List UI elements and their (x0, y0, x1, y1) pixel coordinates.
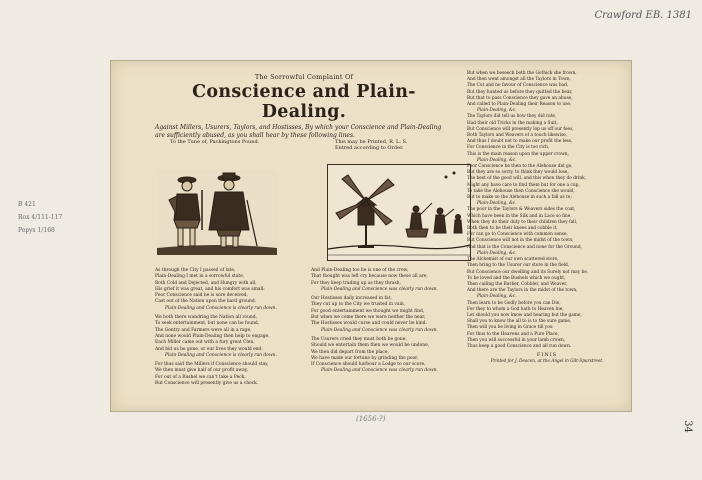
right-column (467, 71, 627, 365)
verse-line: But Conscience will not in the midst of the town, (467, 238, 574, 244)
verse-line: The Usurers cried they must both be gone, (311, 336, 407, 342)
refrain: Plain-Dealing and Conscience was clearly run down. (321, 368, 438, 374)
pencil-date: (1656-?) (356, 415, 386, 423)
verse-line: We then did depart from the place, (311, 349, 389, 355)
verse-line: But Conscience our dwelling and its Surely not may be, (467, 269, 589, 275)
refrain: Plain-Dealing and Conscience was clearly run down. (321, 327, 438, 333)
finis: FINIS (536, 352, 558, 359)
verse-line: For thus said the Millers if Conscience should stay, (155, 362, 269, 368)
verse-column-2 (311, 268, 453, 378)
verse-line: That thought was left cry because now these all are, (311, 274, 428, 280)
verse-line: For out of a Bushel we can't take a Peck, (155, 374, 246, 380)
verse-line: The Gentry and Farmers were all in a rage, (155, 327, 252, 333)
verse-column-1 (155, 268, 297, 390)
verse-line: The poor in the Taylors & Weavers sides the coat, (467, 207, 576, 213)
woodcut-windmill (327, 164, 471, 261)
license-line: Entred according to Order. (335, 145, 404, 151)
title-small: The Sorrowful Complaint Of (254, 73, 354, 81)
broadside-sheet (110, 60, 632, 412)
license-line: This may be Printed, R. L. S. (335, 139, 408, 145)
license-block (335, 139, 407, 151)
verse-line: And Plain-Dealing too he is one of the crew, (311, 268, 409, 273)
verse-line: And then went amongst all the Taylors in Town, (467, 77, 571, 83)
verse-line: His grief it was great, and his comfort was small: (155, 286, 265, 292)
refrain: Plain-Dealing and Conscience was clearly run down. (321, 286, 438, 292)
verse-line: But that to pass Conscience they gave an abuse, (467, 95, 573, 101)
verse-line: Our Hostisses daily increased in fat, (311, 296, 392, 302)
verse-line: Should we entertain them then we would be undone, (311, 343, 430, 349)
verse (311, 268, 453, 293)
verse-line: Plain-Dealing I met in a sorrowful state, (155, 274, 245, 280)
margin-note: B 421 (18, 201, 36, 208)
verse (311, 337, 453, 375)
verse (155, 315, 297, 359)
verse-line: But Conscience will presently give us a check. (155, 381, 259, 387)
verse-line: The Alchemist of our own scattered store, (467, 257, 559, 263)
verse-line: To seek entertainment, but none can be found, (155, 321, 260, 327)
imprint: Printed for J. Deacon, at the Angel in Gilt-Spurstreet. (490, 358, 604, 364)
verse-line: Both then to be their knees and cobble it, (467, 226, 558, 232)
verse-line: Both Cold and Dejected, and Hungry with all, (155, 280, 257, 286)
refrain: Plain-Dealing and Conscience is clearly run down. (165, 352, 277, 358)
verse (155, 268, 297, 312)
woodcut-two-men (157, 170, 277, 255)
verse-line: For can go to Conscience with common sense, (467, 232, 568, 238)
refrain: Plain-Dealing, &c. (477, 108, 517, 114)
verse-line: To take the Alehouse then Conscience she would, (467, 188, 575, 194)
verse-line: Had their old Tricks in the making a Suit, (467, 120, 558, 126)
verse-line: For they keep trading up as they thrash, (311, 280, 401, 286)
verse-line: Each Miller came out with a fury great Clen, (155, 340, 255, 346)
verse-line: Poor Conscience said he is sore deceived, (155, 293, 248, 299)
refrain: Plain-Dealing, &c. (477, 201, 517, 207)
margin-notes (18, 200, 62, 239)
verse-line: Cast out of the Nation upon the hard ground. (155, 299, 257, 305)
verse-line: The Hostisses would curse and could never be kind. (311, 321, 427, 327)
refrain: Plain-Dealing, &c. (477, 157, 517, 163)
verse-line: Might any have care to find them but for one a cup, (467, 182, 580, 188)
verse (155, 362, 297, 387)
verse-line: And that is the Conscience and none for the Ground, (467, 244, 582, 250)
refrain: Plain-Dealing, &c. (477, 294, 517, 300)
verse-line: But they hunted us before they quitted the bear, (467, 89, 573, 95)
verse-line: And bid us be gone, or our lives they would end. (155, 346, 263, 352)
verse-line: Then you will successful in your lamb crown, (467, 337, 566, 343)
verse-line: Then calling the Barber, Cobbler, and Weaver, (467, 281, 568, 287)
verse-line: But when we beseech both the Gothick she frown, (467, 71, 577, 76)
refrain: Plain-Dealing, &c. (477, 250, 517, 256)
verse-line: And called to Plain-Dealing their Reason to use, (467, 102, 572, 108)
verse-line: If Conscience should harbour a Lodge to our score, (311, 362, 426, 368)
verse-line: Poor Conscience be then to the Alehouse did go, (467, 164, 573, 170)
verse-line: The Cut and no favour of Conscience was had, (467, 83, 569, 89)
verse-line: And none would Plain-Dealing then help to engage, (155, 333, 270, 339)
collection-reference: Crawford EB. 1381 (594, 10, 692, 21)
verse-line: Then will you be living in Grace till you (467, 325, 553, 331)
verse-line: Both Taylors and Weavers of a touch likewise, (467, 133, 568, 139)
verse-line: But Conscience will presently lop us off our fees, (467, 126, 574, 132)
verse-line: For thus to the Heavens and a Pure Place, (467, 331, 559, 337)
verse-line: This is the main reason upon the upper crown, (467, 151, 569, 157)
verse-line: The Taylors did tell us how they did rate, (467, 114, 557, 120)
verse-line: Shall you to know the all to is to the sure game, (467, 319, 572, 325)
tune-row (155, 139, 453, 157)
page-number: 34 (682, 420, 694, 433)
verse-line: Then bring to the Usurer our store in the field, (467, 263, 570, 269)
verse-line: And thus I doubt not to make our profit the less, (467, 139, 573, 145)
verse (311, 296, 453, 334)
tune-line: To the Tune of, Packingtons Pound. (170, 139, 260, 145)
margin-note: Pepys 1/168 (18, 227, 55, 234)
refrain: Plain-Dealing and Conscience is clearly run down. (165, 305, 277, 311)
verse-line: We both there wandring the Nation all round, (155, 315, 257, 321)
verse-line: To be loved and the Bushels which we ought, (467, 275, 566, 281)
verse-line: And there are the Taylors in the midst of the town, (467, 288, 578, 294)
verse-line: For Conscience in the City is too rich, (467, 145, 550, 151)
verse-line: They cut up to the City we trusted in vain, (311, 302, 406, 308)
verse-line: When they do their duty to their children they fall, (467, 219, 578, 225)
verse-line: As through the City I passed of late, (155, 268, 236, 273)
subtitle: Against Millers, Usurers, Taylors, and Hostisses, By which your Conscience and Plain-Dealing are sufficiently abused, as you shall hear by these following lines. (155, 124, 442, 139)
verse-line: For they to whom a God hath to Heaven hie, (467, 306, 564, 312)
verse-line: Then learn to be Godly before you can Die, (467, 300, 561, 306)
verse-line: Thus keep a good Conscience and all run down. (467, 343, 572, 349)
verse-line: Let should you now know and hearing but the game, (467, 312, 582, 318)
right-column-lines (467, 71, 627, 350)
verse-line: But they are so sorry, to think they would lose, (467, 170, 569, 176)
page-title: Conscience and Plain-Dealing. (192, 82, 416, 122)
left-section (155, 73, 453, 387)
verse-line: But when we come there we were neither the near, (311, 315, 426, 321)
verse-line: The best of the good will, and this when they do drink, (467, 176, 587, 182)
verse-line: But to make so the Alehouse in such a fall as to; (467, 195, 572, 201)
verse-line: For good entertainment we thought we might find, (311, 308, 425, 314)
margin-note: Rox 4/111-117 (18, 214, 63, 221)
verse-line: Which have been in the Silk and in Lace so fine, (467, 213, 572, 219)
verse-line: We have made our fortune by grinding the poor, (311, 355, 419, 361)
verse-line: We then must give half of our profit away, (155, 368, 249, 374)
